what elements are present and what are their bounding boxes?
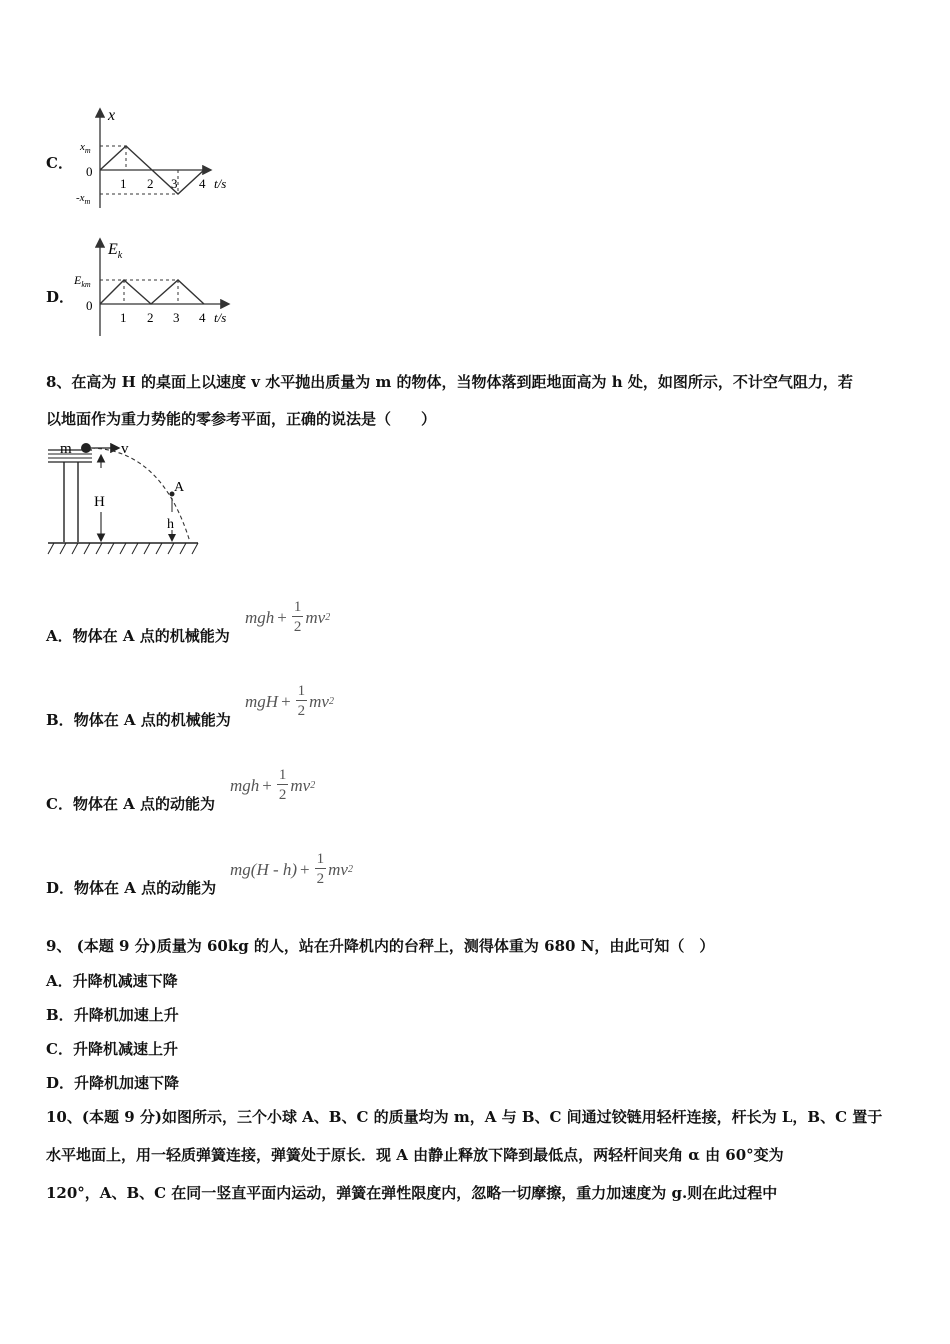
graph-d-x-label: t/s xyxy=(214,310,227,325)
q8-stem-line2: 以地面作为重力势能的零参考平面，正确的说法是（ ） xyxy=(46,410,437,428)
q9-stem: 9、 (本题 9 分)质量为 60kg 的人，站在升降机内的台秤上，测得体重为 680 N，由此可知（ ） xyxy=(46,937,715,955)
graph-d-tick: 4 xyxy=(199,310,206,325)
q9-option-b[interactable]: B．升降机加速上升 xyxy=(46,1006,179,1024)
point-A-label: A xyxy=(174,480,185,495)
q10-stem-line2: 水平地面上，用一轻质弹簧连接，弹簧处于原长．现 A 由静止释放下降到最低点，两轻杆间夹角 α 由 60°变为 xyxy=(46,1146,784,1164)
graph-c-x-label: t/s xyxy=(214,176,227,191)
graph-c-tick: 2 xyxy=(147,176,154,191)
graph-c-origin: 0 xyxy=(86,164,93,179)
graph-c-xm-label: $x_m$ xyxy=(80,141,91,155)
q8-option-a[interactable]: A．物体在 A 点的机械能为 xyxy=(46,627,230,645)
q8-projectile-figure xyxy=(44,432,204,558)
q8-stem-line1: 8、在高为 H 的桌面上以速度 v 水平抛出质量为 m 的物体，当物体落到距地面高为 h 处，如图所示，不计空气阻力，若 xyxy=(46,373,853,391)
graph-d-curve xyxy=(100,280,204,304)
q8-option-d-expr: mg(H - h) + $\frac{1}{2}$ mv 2 xyxy=(230,851,353,887)
graph-d-tick: 1 xyxy=(120,310,127,325)
q8-option-c-expr: mgh + $\frac{1}{2}$ mv 2 xyxy=(230,767,316,803)
trajectory xyxy=(91,448,190,542)
height-h-label: h xyxy=(167,517,174,532)
graph-c-tick: 4 xyxy=(199,176,206,191)
q8-option-b-expr: mgH + $\frac{1}{2}$ mv 2 xyxy=(245,683,334,719)
q9-option-d[interactable]: D．升降机加速下降 xyxy=(46,1074,180,1092)
velocity-label: v xyxy=(121,441,129,457)
q10-stem-line3: 120°，A、B、C 在同一竖直平面内运动，弹簧在弹性限度内，忽略一切摩擦，重力加速度为 g.则在此过程中 xyxy=(46,1184,778,1202)
graph-c-y-label: x xyxy=(108,107,116,124)
graph-c-displacement-time xyxy=(72,104,242,212)
q8-option-c[interactable]: C．物体在 A 点的动能为 xyxy=(46,795,216,813)
height-H-label: H xyxy=(94,494,105,510)
graph-d-ekm-label: $E_{km}$ xyxy=(74,273,91,289)
graph-d-origin: 0 xyxy=(86,298,93,313)
q8-option-a-expr: mgh + $\frac{1}{2}$ mv 2 xyxy=(245,599,331,635)
q10-stem-line1: 10、(本题 9 分)如图所示，三个小球 A、B、C 的质量均为 m，A 与 B、C 间通过铰链用轻杆连接，杆长为 L，B、C 置于 xyxy=(46,1108,883,1126)
ball xyxy=(81,443,91,453)
graph-c-tick: 3 xyxy=(171,176,178,191)
q8-option-b[interactable]: B．物体在 A 点的机械能为 xyxy=(46,711,231,729)
option-c-label: C． xyxy=(46,154,73,172)
graph-d-tick: 3 xyxy=(173,310,180,325)
q9-option-c[interactable]: C．升降机减速上升 xyxy=(46,1040,178,1058)
q9-option-a[interactable]: A．升降机减速下降 xyxy=(46,972,178,990)
mass-label: m xyxy=(60,441,72,457)
graph-d-kinetic-energy-time xyxy=(72,236,242,342)
graph-d-y-label: $E_k$ xyxy=(108,241,123,261)
q8-option-d[interactable]: D．物体在 A 点的动能为 xyxy=(46,879,217,897)
graph-d-tick: 2 xyxy=(147,310,154,325)
option-d-label: D． xyxy=(46,288,75,306)
graph-c-neg-xm-label: $-x_m$ xyxy=(76,192,91,206)
graph-c-tick: 1 xyxy=(120,176,127,191)
